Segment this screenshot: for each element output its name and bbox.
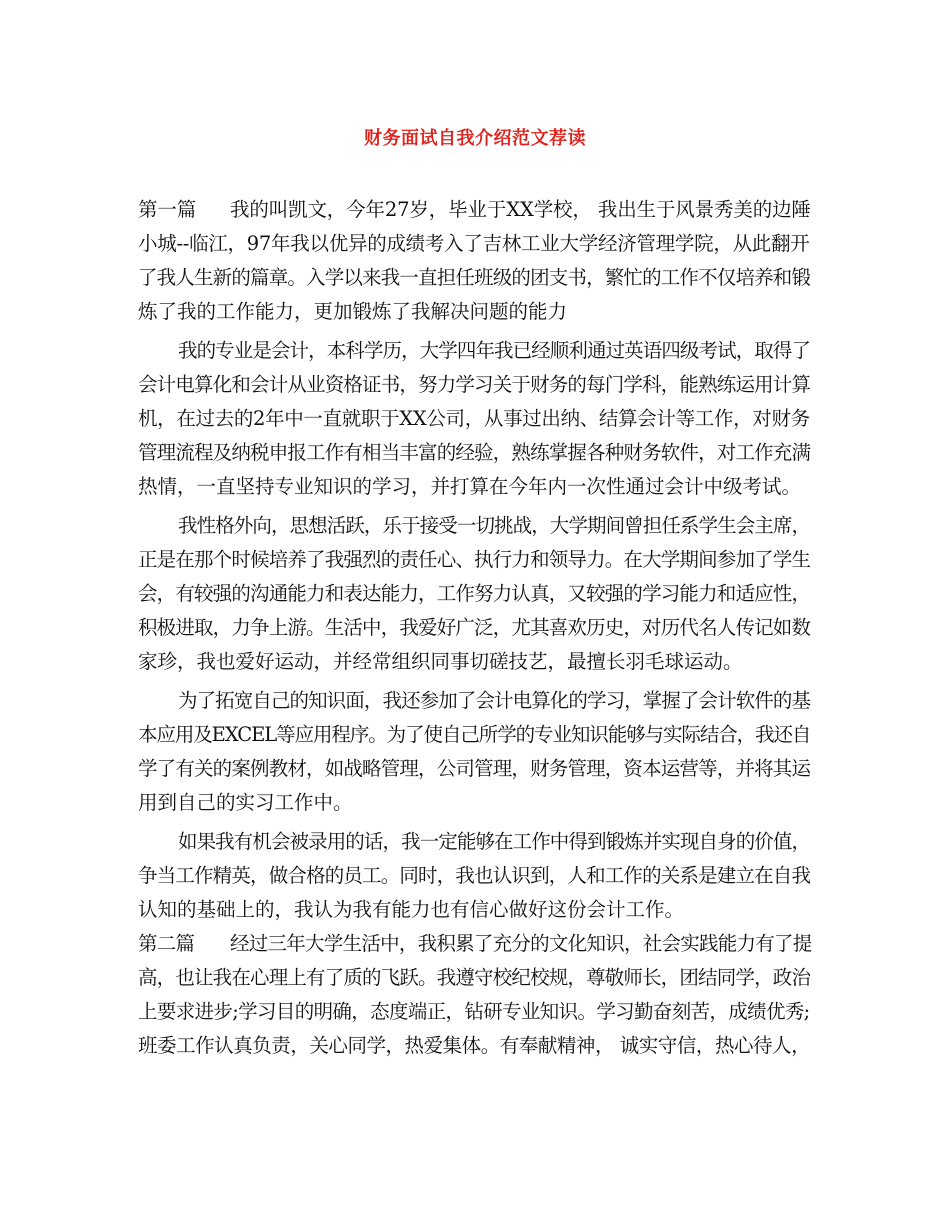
line-text: 小城--临江，97年我以优异的成绩考入了吉林工业大学经济管理学院，从此翻开 [138, 232, 810, 255]
line-text: 我性格外向，思想活跃，乐于接受一切挑战，大学期间曾担任系学生会主席， [178, 514, 811, 537]
line-text: 炼了我的工作能力，更加锻炼了我解决问题的能力 [138, 300, 568, 323]
line-text: 高，也让我在心理上有了质的飞跃。我遵守校纪校规，尊敬师长，团结同学，政治 [138, 966, 811, 989]
text-line [138, 1029, 810, 1063]
section-label: 第二篇 [138, 932, 195, 955]
text-line [138, 645, 810, 679]
text-line [138, 227, 810, 261]
line-text: 会，有较强的沟通能力和表达能力，工作努力认真，又较强的学习能力和适应性， [138, 582, 811, 605]
text-line [138, 577, 810, 611]
line-text: 热情，一直坚持专业知识的学习，并打算在今年内一次性通过会计中级考试。 [138, 475, 802, 498]
line-text: 本应用及EXCEL等应用程序。为了使自己所学的专业知识能够与实际结合，我还自 [138, 723, 811, 746]
document-body [138, 193, 810, 1063]
text-line [138, 402, 810, 436]
text-line [138, 684, 810, 718]
line-text: 为了拓宽自己的知识面，我还参加了会计电算化的学习，掌握了会计软件的基 [178, 689, 811, 712]
text-line [138, 927, 810, 961]
line-text: 了我人生新的篇章。入学以来我一直担任班级的团支书，繁忙的工作不仅培养和锻 [138, 266, 811, 289]
line-text: 学了有关的案例教材，如战略管理，公司管理，财务管理，资本运营等，并将其运 [138, 757, 811, 780]
text-line [138, 509, 810, 543]
line-text: 如果我有机会被录用的话，我一定能够在工作中得到锻炼并实现自身的价值， [178, 830, 811, 853]
text-line [138, 786, 810, 820]
text-line [138, 611, 810, 645]
line-text: 用到自己的实习工作中。 [138, 791, 353, 814]
text-line [138, 193, 810, 227]
text-line [138, 995, 810, 1029]
text-line [138, 261, 810, 295]
text-line [138, 859, 810, 893]
section-label: 第一篇 [138, 198, 197, 221]
line-text: 班委工作认真负责，关心同学，热爱集体。有奉献精神， 诚实守信，热心待人， [138, 1034, 811, 1057]
line-text: 争当工作精英，做合格的员工。同时，我也认识到，人和工作的关系是建立在自我 [138, 864, 811, 887]
line-text: 积极进取，力争上游。生活中，我爱好广泛，尤其喜欢历史，对历代名人传记如数 [138, 616, 811, 639]
line-text: 会计电算化和会计从业资格证书，努力学习关于财务的每门学科，能熟练运用计算 [138, 373, 811, 396]
line-text: 认知的基础上的，我认为我有能力也有信心做好这份会计工作。 [138, 898, 685, 921]
text-line [138, 893, 810, 927]
text-line [138, 543, 810, 577]
line-text: 正是在那个时候培养了我强烈的责任心、执行力和领导力。在大学期间参加了学生 [138, 548, 811, 571]
text-line [138, 368, 810, 402]
text-line [138, 334, 810, 368]
document-title: 财务面试自我介绍范文荐读 [364, 128, 586, 149]
text-line [138, 436, 810, 470]
line-text: 机，在过去的2年中一直就职于XX公司，从事过出纳、结算会计等工作，对财务 [138, 407, 810, 430]
line-text: 管理流程及纳税申报工作有相当丰富的经验，熟练掌握各种财务软件，对工作充满 [138, 441, 811, 464]
text-line [138, 295, 810, 329]
text-line [138, 470, 810, 504]
line-text: 我的专业是会计，本科学历，大学四年我已经顺利通过英语四级考试，取得了 [178, 339, 811, 362]
line-text: 经过三年大学生活中，我积累了充分的文化知识，社会实践能力有了提 [230, 932, 812, 955]
text-line [138, 825, 810, 859]
line-text: 上要求进步;学习目的明确，态度端正，钻研专业知识。学习勤奋刻苦，成绩优秀; [138, 1000, 810, 1023]
text-line [138, 752, 810, 786]
text-line [138, 718, 810, 752]
text-line [138, 961, 810, 995]
line-text: 家珍，我也爱好运动，并经常组织同事切磋技艺，最擅长羽毛球运动。 [138, 650, 743, 673]
line-text: 我的叫凯文，今年27岁，毕业于XX学校， 我出生于风景秀美的边陲 [230, 198, 811, 221]
